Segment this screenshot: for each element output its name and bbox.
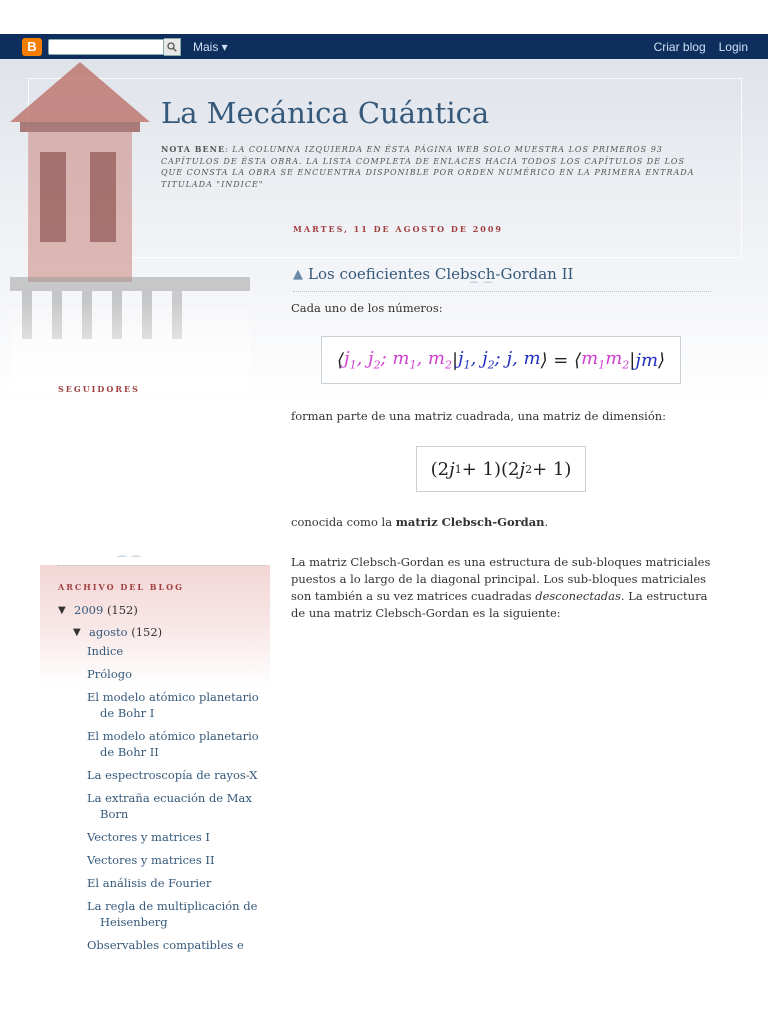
post-paragraph-1: Cada uno de los números: <box>291 301 443 315</box>
description-bold: NOTA BENE <box>161 144 226 154</box>
divider-ornament: ⁀⁀ <box>470 283 499 294</box>
archive-posts-list <box>87 643 267 960</box>
post-title-text[interactable]: Los coeficientes Clebsch-Gordan II <box>308 265 574 283</box>
blog-archive <box>58 599 268 643</box>
post-title[interactable] <box>293 265 573 283</box>
archive-post-link[interactable]: El modelo atómico planetario de Bohr II <box>87 729 259 759</box>
archive-post-link[interactable]: La espectroscopía de rayos-X <box>87 768 258 782</box>
navbar-right <box>654 34 748 59</box>
post-date: MARTES, 11 DE AGOSTO DE 2009 <box>293 224 503 234</box>
equation-clebsch-gordan: ⟨ $j_1$, $j_2$; $m_1$, $m_2$ | $j_1$, $j_2$; j, m ⟩ = ⟨ $m_1m_2$ | jm ⟩ <box>321 336 681 384</box>
archive-post-link[interactable]: La extraña ecuación de Max Born <box>87 791 252 821</box>
more-menu-button[interactable]: Mais ▾ <box>193 39 228 54</box>
post-title-divider <box>293 291 711 293</box>
archive-month-link[interactable]: agosto <box>89 625 128 639</box>
archive-post-link[interactable]: La regla de multiplicación de Heisenberg <box>87 899 258 929</box>
year-count: (152) <box>106 603 138 617</box>
search-box <box>48 38 181 56</box>
followers-heading: SEGUIDORES <box>58 384 140 394</box>
year-toggle-icon[interactable]: ▼ <box>58 604 66 616</box>
archive-heading: ARCHIVO DEL BLOG <box>58 582 184 592</box>
archive-post-link[interactable]: Vectores y matrices II <box>87 853 215 867</box>
month-count: (152) <box>131 625 163 639</box>
archive-post-link[interactable]: El análisis de Fourier <box>87 876 212 890</box>
archive-year-link[interactable]: 2009 <box>74 603 104 617</box>
login-link[interactable]: Login <box>718 39 748 54</box>
desconectadas-emphasis: desconectadas <box>535 589 621 603</box>
sidebar-divider-ornament: ⁀⁀ <box>118 557 147 568</box>
archive-post-link[interactable]: Vectores y matrices I <box>87 830 210 844</box>
blogger-logo-icon[interactable]: B <box>22 38 42 56</box>
archive-post-link[interactable]: El modelo atómico planetario de Bohr I <box>87 690 259 720</box>
post-paragraph-2: forman parte de una matriz cuadrada, una matriz de dimensión: <box>291 409 667 423</box>
search-icon <box>167 42 177 52</box>
archive-post-link[interactable]: Observables compatibles e <box>87 938 244 952</box>
blog-title[interactable]: La Mecánica Cuántica <box>161 96 490 130</box>
description-text: : LA COLUMNA IZQUIERDA EN ÉSTA PÁGINA WEB SOLO MUESTRA LOS PRIMEROS 93 CAPÍTULOS DE ÉSTA OBRA. LA LISTA COMPLETA DE ENLACES HACIA TODOS LOS CAPÍTULOS DE LOS QUE CONSTA LA OBRA SE ENCUENTRA DISPONIBLE POR ORDEN NUMÉRICO EN LA PRIMERA ENTRADA TITULADA "INDICE" <box>161 145 695 189</box>
archive-month <box>58 621 268 643</box>
blogger-navbar <box>0 34 768 59</box>
post-paragraph-3: conocida como la matriz Clebsch-Gordan. <box>291 515 549 529</box>
sidebar-divider <box>58 565 266 567</box>
archive-year <box>58 599 268 621</box>
archive-post-link[interactable]: Prólogo <box>87 667 133 681</box>
equation-dimension: (2 j 1 + 1)(2 j 2 + 1) <box>416 446 586 492</box>
month-toggle-icon[interactable]: ▼ <box>73 626 81 638</box>
post-paragraph-4: La matriz Clebsch-Gordan es una estructura de sub-bloques matriciales puestos a lo largo de la diagonal principal. Los sub-bloques matriciales son también a su vez matrices cuadradas desconectadas. La estructura de una matriz Clebsch-Gordan es la siguiente: <box>291 555 711 620</box>
blog-description <box>161 144 706 190</box>
search-input[interactable] <box>48 39 164 55</box>
post-title-icon: ▲ <box>293 266 303 282</box>
create-blog-link[interactable]: Criar blog <box>653 39 706 54</box>
search-button[interactable] <box>164 38 181 56</box>
archive-post-link[interactable]: Indice <box>87 644 124 658</box>
clebsch-gordan-bold: matriz Clebsch-Gordan <box>395 515 545 529</box>
